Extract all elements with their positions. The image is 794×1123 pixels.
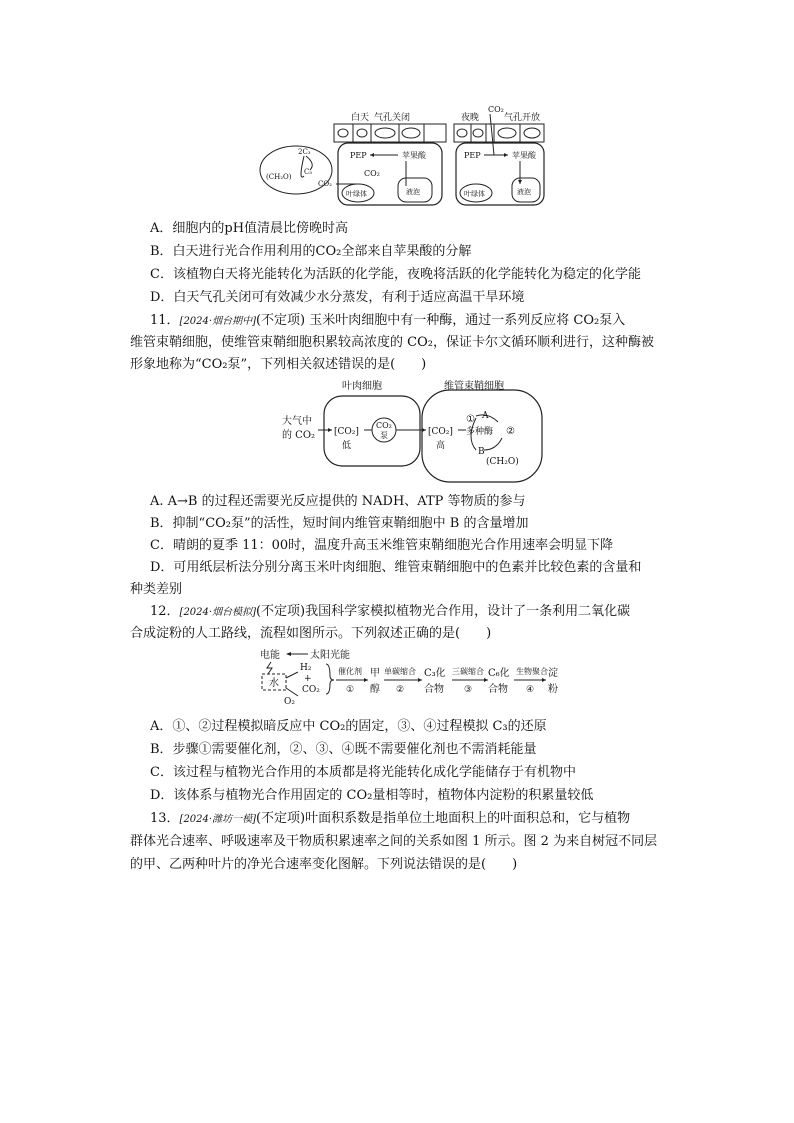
low-co2-line2: 低	[342, 441, 352, 451]
q11-stem-line-3: 形象地称为“CO₂泵”，下列相关叙述错误的是( )	[130, 357, 427, 372]
day-co2: CO₂	[364, 169, 380, 178]
o2-label: O₂	[284, 697, 295, 707]
night-panel	[454, 105, 544, 205]
q11-option-d-cont: 种类差别	[130, 582, 183, 597]
q12-stem-line-1	[150, 602, 710, 623]
q11-stem-line-2: 维管束鞘细胞，使维管束鞘细胞积累较高浓度的 CO₂，保证卡尔文循环顺利进行，这种酶被	[130, 335, 654, 350]
electric-energy-label: 电能	[260, 650, 280, 661]
day-vacuole: 液泡	[406, 188, 420, 196]
q12-number: 12．	[150, 604, 180, 619]
high-co2-line2: 高	[436, 441, 446, 451]
bundle-sheath-label: 维管束鞘细胞	[444, 381, 504, 392]
step1-label: ①	[466, 414, 475, 425]
q12-stem-1: (不定项)我国科学家模拟植物光合作用，设计了一条利用二氧化碳	[255, 604, 631, 619]
q11-number: 11．	[150, 313, 180, 328]
cam-plant-diagram	[258, 104, 558, 210]
c6-compound-line2: 合物	[488, 684, 508, 695]
day-panel	[260, 111, 446, 205]
night-stomata-label: 气孔开放	[504, 113, 541, 123]
step1-marker: ①	[346, 685, 355, 695]
solar-energy-label: 太阳光能	[310, 650, 350, 661]
q11-stem-line-1	[150, 311, 710, 332]
q13-stem-line-2: 群体光合速率、呼吸速率及干物质积累速率之间的关系如图 1 所示。图 2 为来自树冠不同层	[130, 834, 658, 849]
starch-line1: 淀	[548, 668, 558, 679]
co2-pump-diagram	[280, 378, 550, 490]
one-carbon-label: 单碳缩合	[384, 667, 416, 676]
pump-label-line2: 泵	[380, 431, 388, 440]
night-vacuole: 液泡	[517, 188, 531, 196]
ch2o-product: (CH₂O)	[486, 457, 519, 467]
mesophyll-label: 叶肉细胞	[342, 381, 382, 392]
c3-compound-line1: C₃化	[424, 668, 446, 679]
low-co2-line1: [CO₂]	[334, 427, 359, 437]
three-carbon-label: 三碳缩合	[452, 667, 484, 676]
h2-label: H₂	[300, 663, 312, 673]
pump-label-line1: CO₂	[376, 421, 392, 430]
step2-marker: ②	[396, 685, 405, 695]
night-chloroplast: 叶绿体	[464, 190, 485, 198]
q12-source: [2024·烟台模拟]	[179, 607, 256, 618]
methanol-line2: 醇	[370, 684, 380, 695]
step3-marker: ③	[464, 685, 473, 695]
q11-option-c: C．晴朗的夏季 11：00时，温度升高玉米维管束鞘细胞光合作用速率会明显下降	[150, 538, 614, 553]
q13-source: [2024·潍坊一模]	[179, 814, 256, 825]
b-label: B	[478, 447, 485, 457]
plus-label: +	[304, 674, 312, 684]
c3-compound-line2: 合物	[424, 684, 444, 695]
q10-option-c: C．该植物白天将光能转化为活跃的化学能，夜晚将活跃的化学能转化为稳定的化学能	[150, 267, 641, 282]
step2-label: ②	[506, 426, 515, 437]
q12-stem-line-2: 合成淀粉的人工路线，流程如图所示。下列叙述正确的是( )	[130, 626, 492, 641]
q10-option-d: D．白天气孔关闭可有效减少水分蒸发，有利于适应高温干旱环境	[150, 290, 525, 305]
q13-stem-line-3: 的甲、乙两种叶片的净光合速率变化图解。下列说法错误的是( )	[130, 857, 518, 872]
c6-compound-line1: C₆化	[488, 668, 510, 679]
water-label: 水	[269, 678, 279, 689]
night-malic: 苹果酸	[512, 151, 536, 160]
q11-stem-1: (不定项) 玉米叶肉细胞中有一种酶，通过一系列反应将 CO₂泵入	[255, 313, 626, 328]
q10-option-a: A．细胞内的pH值清晨比傍晚时高	[150, 221, 349, 236]
c3-label: 2C₃	[298, 148, 311, 156]
ch2o-label: (CH₂O)	[266, 173, 292, 181]
day-stomata-label: 气孔关闭	[374, 113, 411, 123]
q12-option-b: B．步骤①需要催化剂，②、③、④既不需要催化剂也不需消耗能量	[150, 742, 537, 757]
c5-label: C₅	[304, 168, 313, 176]
q11-source: [2024·烟台期中]	[179, 316, 256, 327]
q11-option-a: A. A→B 的过程还需要光反应提供的 NADH、ATP 等物质的参与	[150, 494, 526, 509]
q10-option-b: B．白天进行光合作用利用的CO₂全部来自苹果酸的分解	[150, 244, 472, 259]
cycle-co2-label: CO₂	[318, 180, 332, 188]
day-chloroplast: 叶绿体	[346, 190, 367, 198]
q12-option-d: D．该体系与植物光合作用固定的 CO₂量相等时，植物体内淀粉的积累量较低	[150, 788, 594, 803]
q12-option-a: A．①、②过程模拟暗反应中 CO₂的固定，③、④过程模拟 C₃的还原	[150, 719, 547, 734]
q13-number: 13．	[150, 811, 180, 826]
starch-line2: 粉	[548, 684, 558, 695]
methanol-line1: 甲	[370, 668, 380, 679]
a-label: A	[482, 411, 489, 421]
bio-polymer-label: 生物聚合	[516, 667, 548, 676]
enzymes-label: 多种酶	[466, 427, 494, 437]
day-label: 白天	[351, 113, 370, 123]
night-pep: PEP	[464, 151, 481, 160]
night-label: 夜晚	[461, 113, 480, 123]
q12-option-c: C．该过程与植物光合作用的本质都是将光能转化成化学能储存于有机物中	[150, 765, 576, 780]
day-pep: PEP	[350, 151, 367, 160]
air-co2-line1: 大气中	[282, 416, 312, 427]
co2-input-label: CO₂	[302, 685, 320, 695]
q11-option-b: B．抑制“CO₂泵”的活性，短时间内维管束鞘细胞中 B 的含量增加	[150, 516, 529, 531]
catalyst-label: 催化剂	[338, 667, 362, 676]
air-co2-line2: 的 CO₂	[282, 430, 316, 441]
night-co2-top: CO₂	[488, 105, 504, 114]
step4-marker: ④	[526, 685, 535, 695]
high-co2-line1: [CO₂]	[428, 427, 453, 437]
q13-stem-1: (不定项)叶面积系数是指单位土地面积上的叶面积总和，它与植物	[255, 811, 631, 826]
q11-option-d: D．可用纸层析法分别分离玉米叶肉细胞、维管束鞘细胞中的色素并比较色素的含量和	[150, 560, 642, 575]
starch-synthesis-diagram	[256, 646, 566, 708]
day-malic: 苹果酸	[402, 151, 426, 160]
q13-stem-line-1	[150, 809, 710, 830]
